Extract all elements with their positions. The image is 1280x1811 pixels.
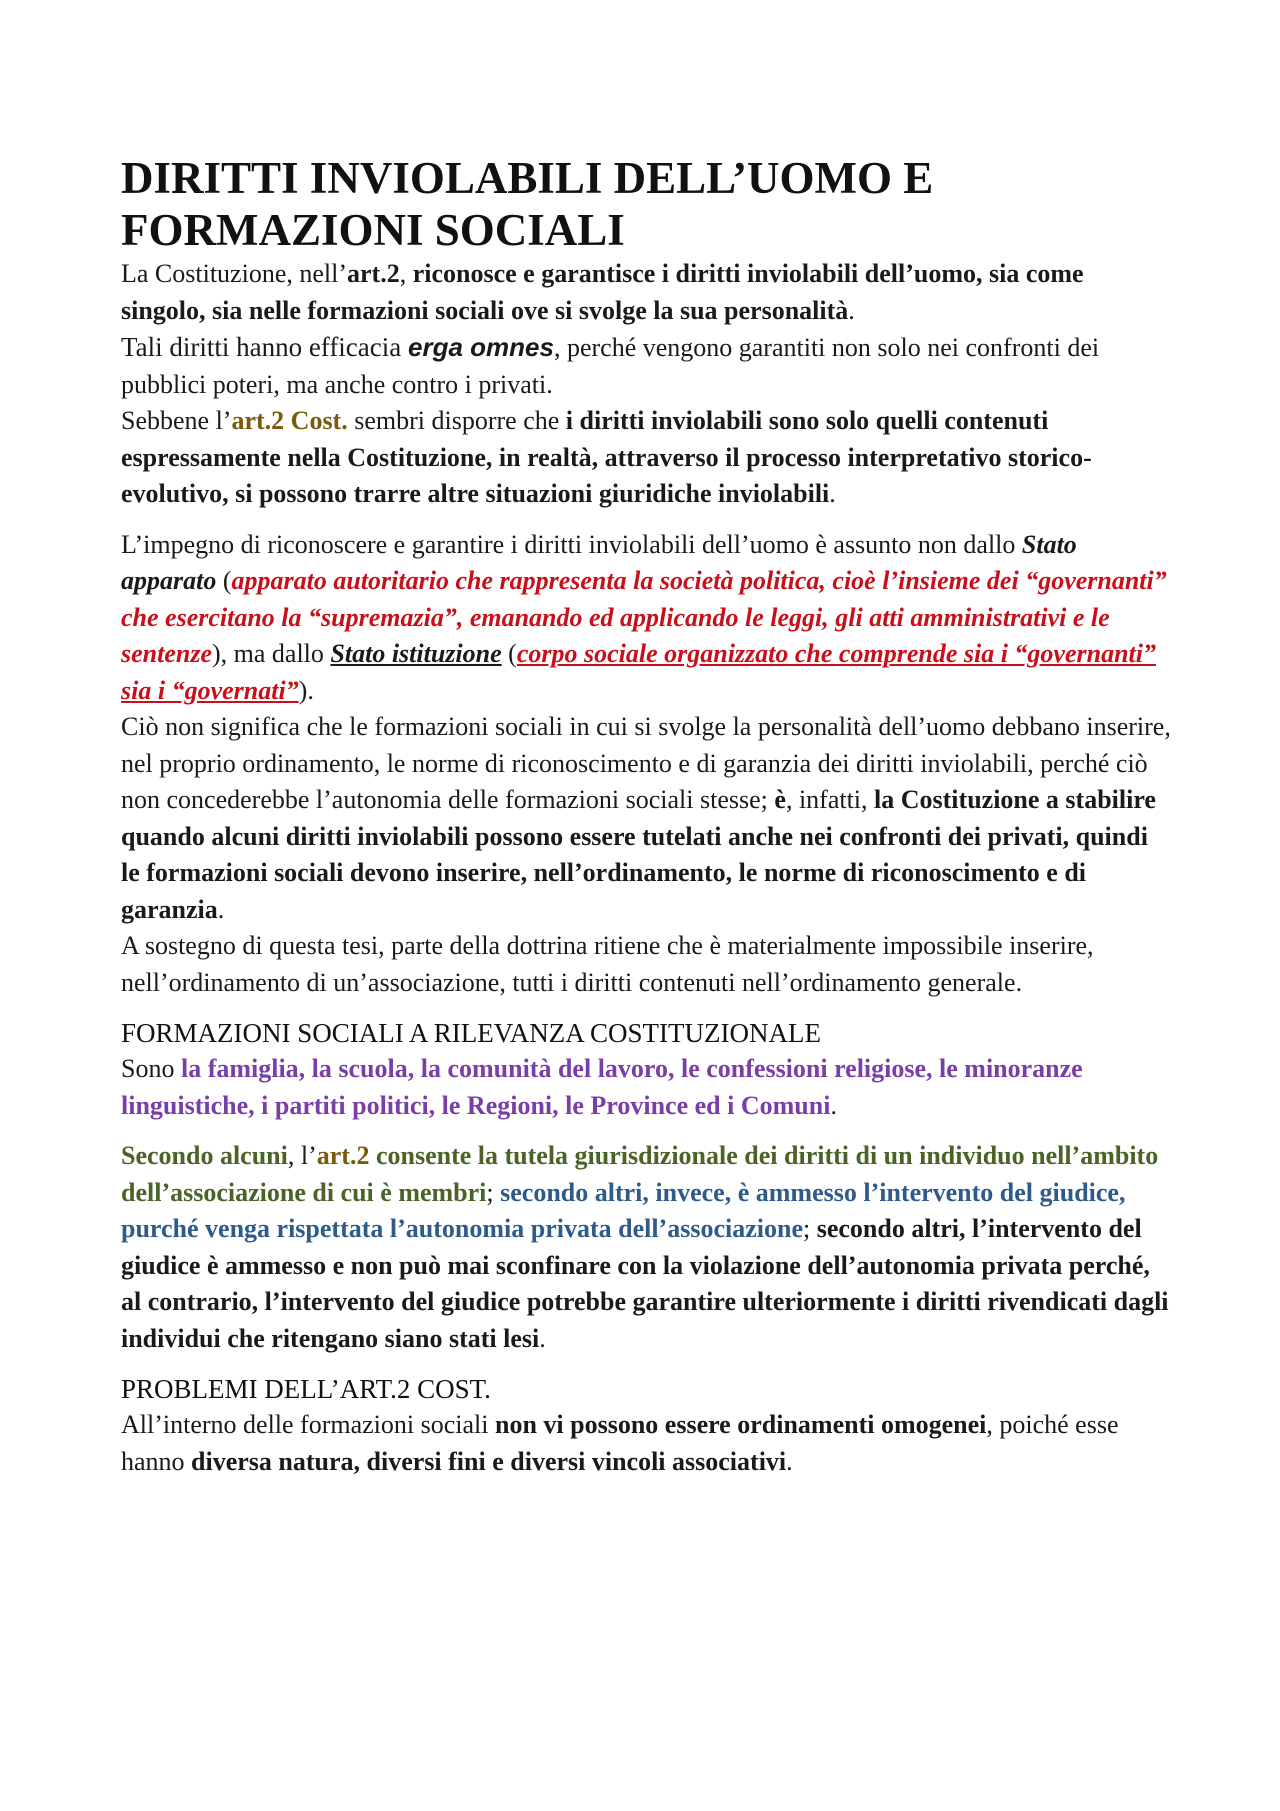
- text: L’impegno di riconoscere e garantire i diritti inviolabili dell’uomo è assunto non dallo: [121, 529, 1022, 559]
- text: , infatti,: [785, 785, 875, 814]
- text: ;: [802, 1214, 817, 1243]
- text: (: [501, 639, 517, 668]
- text: Ciò non significa che le formazioni sociali in cui si svolge la personalità dell’uomo debbano inserire, nel proprio ordinamento, le norme di riconoscimento e di garanzia dei diritti inviolabili, perché ciò non concederebbe l’autonomia delle formazioni sociali stesse;: [121, 712, 1171, 814]
- bold-text: diversa natura, diversi fini e diversi vincoli associativi: [191, 1446, 787, 1476]
- section-heading-problemi: PROBLEMI DELL’ART.2 COST.: [121, 1374, 491, 1404]
- text: .: [829, 479, 836, 508]
- text: .: [786, 1446, 793, 1476]
- bold-text: la Costituzione a stabilire quando alcuni diritti inviolabili possono essere tutelati anche nei confronti dei privati, quindi le formazioni sociali devono inserire, nell’ordinamento, le norme di riconoscimento e di garanzia: [121, 785, 1156, 924]
- title-line-2: FORMAZIONI SOCIALI: [121, 205, 625, 255]
- text: A sostegno di questa tesi, parte della dottrina ritiene che è materialmente impossibile inserire, nell’ordinamento di un’associazione, tutti i diritti contenuti nell’ordinamento generale.: [121, 931, 1094, 997]
- text: All’interno delle formazioni sociali: [121, 1410, 495, 1439]
- paragraph-impegno: [121, 527, 1171, 710]
- paragraph-secondo-alcuni: [121, 1138, 1171, 1357]
- opinion-second: secondo altri, invece, è ammesso l’intervento del giudice, purché venga rispettata l’autonomia privata dell’associazione: [121, 1177, 1126, 1243]
- text: .: [539, 1323, 546, 1353]
- title-line-1: DIRITTI INVIOLABILI DELL’UOMO E: [121, 153, 934, 203]
- paragraph-erga-omnes: [121, 329, 1171, 403]
- term-stato-apparato: Stato apparato: [121, 529, 1077, 595]
- text: Sono: [121, 1054, 181, 1083]
- document-page: [121, 152, 1171, 1480]
- text: La Costituzione, nell’: [121, 259, 348, 288]
- definition-stato-apparato: apparato autoritario che rappresenta la società politica, cioè l’insieme dei “governanti” che esercitano la “supremazia”, emanando ed applicando le leggi, gli atti amministrativi e le sentenze: [121, 566, 1167, 668]
- list-formazioni: la famiglia, la scuola, la comunità del lavoro, le confessioni religiose, le minoranze linguistiche, i partiti politici, le Regioni, le Province ed i Comuni: [121, 1054, 1083, 1120]
- paragraph-art2: [121, 256, 1171, 329]
- art-ref: art.2 Cost.: [231, 406, 348, 435]
- text: , poiché esse hanno: [121, 1410, 1119, 1476]
- paragraph-cio-non-significa: [121, 709, 1171, 928]
- text: .: [848, 295, 855, 325]
- text: Sebbene l’: [121, 406, 232, 435]
- bold-text: riconosce e garantisce i diritti inviolabili dell’uomo, sia come singolo, sia nelle formazioni sociali ove si svolge la sua personalità: [121, 259, 1084, 325]
- section-heading-formazioni: FORMAZIONI SOCIALI A RILEVANZA COSTITUZIONALE: [121, 1018, 821, 1048]
- paragraph-sostegno: [121, 928, 1171, 1001]
- text: .: [217, 894, 225, 924]
- paragraph-sebbene: [121, 403, 1171, 513]
- text: ;: [486, 1177, 501, 1207]
- paragraph-sono: [121, 1051, 1171, 1124]
- opinion-label: Secondo alcuni: [121, 1141, 288, 1170]
- text: (: [216, 566, 232, 595]
- text: ), ma dallo: [212, 639, 331, 668]
- opinion-first: consente la tutela giurisdizionale dei diritti di un individuo nell’ambito dell’associazione di cui è membri: [121, 1141, 1159, 1207]
- bold-text: non vi possono essere ordinamenti omogenei: [495, 1410, 987, 1439]
- text: sembri disporre che: [347, 406, 566, 435]
- definition-stato-istituzione: corpo sociale organizzato che comprende sia i “governanti” sia i “governati”: [121, 639, 1156, 705]
- term-stato-istituzione: Stato istituzione: [330, 639, 502, 668]
- text: .: [830, 1090, 837, 1120]
- paragraph-all-interno: [121, 1407, 1171, 1480]
- opinion-third: secondo altri, l’intervento del giudice è ammesso e non può mai sconfinare con la violazione dell’autonomia privata perché, al contrario, l’intervento del giudice potrebbe garantire ulteriormente i diritti rivendicati dagli individui che ritengano siano stati lesi: [121, 1214, 1169, 1353]
- art-ref: art.2: [347, 259, 400, 288]
- text: , perché vengono garantiti non solo nei confronti dei pubblici poteri, ma anche contro i privati.: [121, 333, 1100, 399]
- page-title: [121, 152, 1171, 256]
- bold-text: i diritti inviolabili sono solo quelli contenuti espressamente nella Costituzione, in realtà, attraverso il processo interpretativo storico-evolutivo, si possono trarre altre situazioni giuridiche inviolabili: [121, 406, 1092, 508]
- text: ,: [399, 259, 413, 288]
- italic-term: erga omnes: [408, 332, 554, 362]
- text: , l’: [287, 1141, 317, 1170]
- text: ).: [298, 675, 314, 705]
- art-ref: art.2: [316, 1141, 370, 1170]
- text: Tali diritti hanno efficacia: [121, 332, 408, 362]
- bold-text: è: [774, 785, 786, 814]
